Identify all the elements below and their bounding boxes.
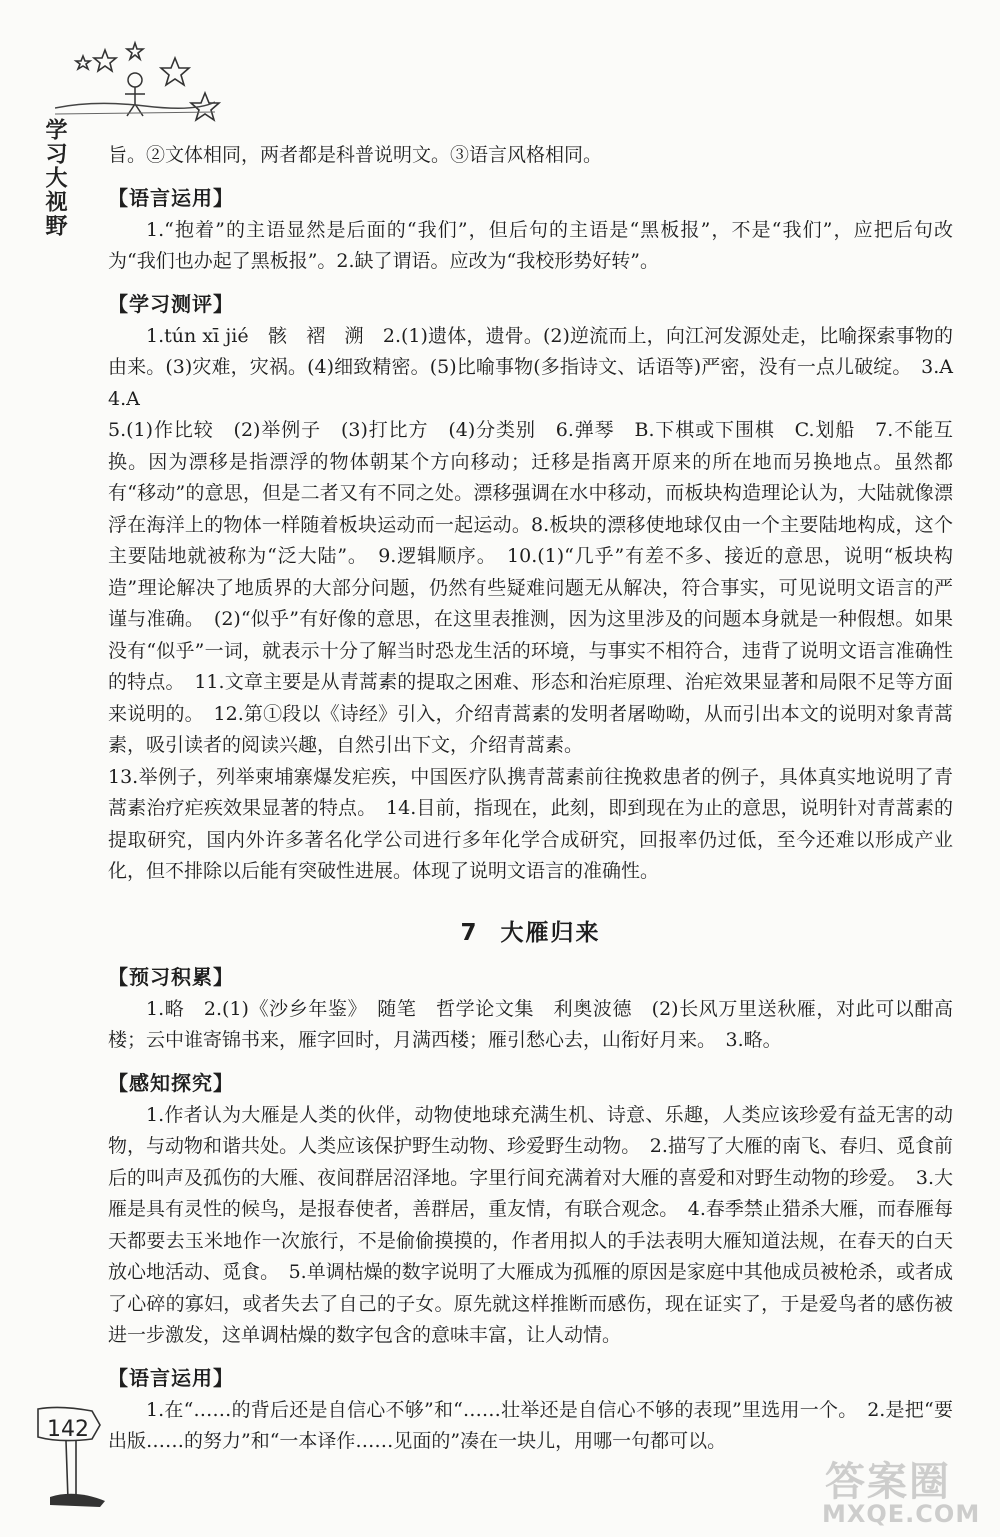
section-heading-preview: 【预习积累】 (108, 964, 234, 989)
section-heading-language-use: 【语言运用】 (108, 185, 234, 210)
chapter-number: 7 (460, 919, 479, 946)
chapter-name: 大雁归来 (500, 919, 601, 946)
top-continuation: 旨。②文体相同，两者都是科普说明文。③语言风格相同。 (108, 144, 603, 166)
watermark-logo: 答案圈 (825, 1459, 951, 1505)
section-learning-test-text-c: 13.举例子，列举柬埔寨爆发疟疾，中国医疗队携青蒿素前往挽救患者的例子，具体真实地说明了青蒿素治疗疟疾效果显著的特点。 14.目前，指现在，此刻，即到现在为止的意思，说明针对青蒿素的提取研究，国内外许多著名化学公司进行多年化学合成研究，回报率仍过低，至今还难以形成产业化，但不排除以后能有突破性进展。体现了说明文语言的准确性。 (108, 765, 953, 882)
page-content (108, 140, 973, 1458)
section-perception-text: 1.作者认为大雁是人类的伙伴，动物使地球充满生机、诗意、乐趣，人类应该珍爱有益无害的动物，与动物和谐共处。人类应该保护野生动物、珍爱野生动物。 2.描写了大雁的南飞、春归、觅食前后的叫声及孤伤的大雁、夜间群居沼泽地。字里行间充满着对大雁的喜爱和对野生动物的珍爱。 3.大雁是具有灵性的候鸟，是报春使者，善群居，重友情，有联合观念。 4.春季禁止猎杀大雁，而春雁每天都要去玉米地作一次旅行，不是偷偷摸摸的，作者用拟人的手法表明大雁知道法规，在春天的白天放心地活动、觅食。 5.单调枯燥的数字说明了大雁成为孤雁的原因是家庭中其他成员被枪杀，或者成了心碎的寡妇，或者失去了自己的子女。原先就这样推断而感伤，现在证实了，于是爱鸟者的感伤被进一步激发，这单调枯燥的数字包含的意味丰富，让人动情。 (108, 1103, 953, 1346)
stars-illustration (55, 38, 225, 143)
watermark-url: MXQE.COM (822, 1500, 981, 1528)
section-heading-learning-test: 【学习测评】 (108, 291, 234, 316)
section-heading-perception: 【感知探究】 (108, 1070, 234, 1095)
section-language-use-2-text: 1.在“……的背后还是自信心不够”和“……壮举还是自信心不够的表现”里选用一个。 2.是把“要出版……的努力”和“一本译作……见面的”凑在一块儿，用哪一句都可以。 (108, 1398, 953, 1452)
section-learning-test-text-b: 5.(1)作比较 (2)举例子 (3)打比方 (4)分类别 6.弹琴 B.下棋或下围棋 C.划船 7.不能互换。因为漂移是指漂浮的物体朝某个方向移动；迁移是指离开原来的所在地而另换地点。虽然都有“移动”的意思，但是二者又有不同之处。漂移强调在水中移动，而板块构造理论认为，大陆就像漂浮在海洋上的物体一样随着板块运动而一起运动。8.板块的漂移使地球仅由一个主要陆地构成，这个主要陆地就被称为“泛大陆”。 9.逻辑顺序。 10.(1)“几乎”有差不多、接近的意思，说明“板块构造”理论解决了地质界的大部分问题，仍然有些疑难问题无从解决，符合事实，可见说明文语言的严谨与准确。 (2)“似乎”有好像的意思，在这里表推测，因为这里涉及的问题本身就是一种假想。如果没有“似乎”一词，就表示十分了解当时恐龙生活的环境，与事实不相符合，违背了说明文语言准确性的特点。 11.文章主要是从青蒿素的提取之困难、形态和治疟原理、治疟效果显著和局限不足等方面来说明的。 12.第①段以《诗经》引入，介绍青蒿素的发明者屠呦呦，从而引出本文的说明对象青蒿素，吸引读者的阅读兴趣，自然引出下文，介绍青蒿素。 (108, 419, 953, 756)
side-label: 学习大视野 (42, 118, 67, 238)
section-preview-text: 1.略 2.(1)《沙乡年鉴》 随笔 哲学论文集 利奥波德 (2)长风万里送秋雁，对此可以酣高楼；云中谁寄锦书来，雁字回时，月满西楼；雁引愁心去，山衔好月来。 3.略。 (108, 997, 953, 1051)
page-number: 142 (47, 1417, 89, 1442)
chapter-title (108, 914, 953, 947)
section-learning-test-text-a: 1.tún xī jié 骸 褶 溯 2.(1)遗体，遗骨。(2)逆流而上，向江河发源处走，比喻探索事物的由来。(3)灾难，灾祸。(4)细致精密。(5)比喻事物(多指诗文、话语等)严密，没有一点儿破绽。 3.A 4.A (108, 324, 973, 410)
section-language-use-text: 1.“抱着”的主语显然是后面的“我们”，但后句的主语是“黑板报”，不是“我们”，应把后句改为“我们也办起了黑板报”。2.缺了谓语。应改为“我校形势好转”。 (108, 218, 953, 272)
section-heading-language-use-2: 【语言运用】 (108, 1365, 234, 1390)
